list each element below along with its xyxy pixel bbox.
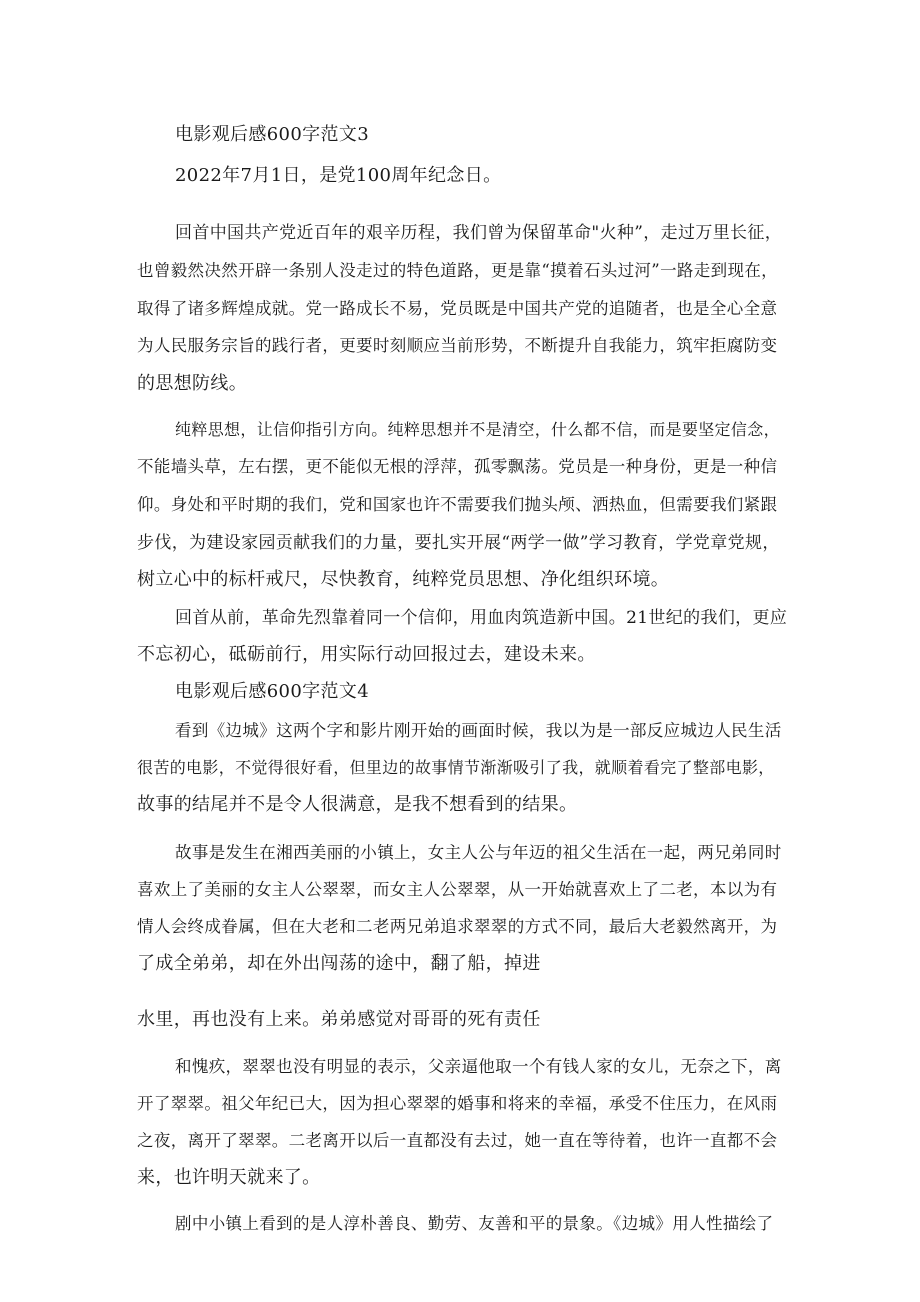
paragraph-line: 也曾毅然决然开辟一条别人没走过的特色道路，更是靠“摸着石头过河”一路走到现在，	[137, 261, 779, 280]
paragraph-line: 水里，再也没有上来。弟弟感觉对哥哥的死有责任	[137, 1009, 541, 1030]
paragraph-line: 为人民服务宗旨的践行者，更要时刻顺应当前形势，不断提升自我能力，筑牢拒腐防变	[137, 336, 778, 355]
paragraph-line: 的思想防线。	[137, 373, 248, 394]
paragraph-line: 了成全弟弟，却在外出闯荡的途中，翻了船，掉进	[137, 953, 541, 974]
paragraph-line: 开了翠翠。祖父年纪已大，因为担心翠翠的婚事和将来的幸福，承受不住压力，在风雨	[137, 1094, 778, 1113]
paragraph-line: 情人会终成眷属，但在大老和二老两兄弟追求翠翠的方式不同，最后大老毅然离开，为	[137, 917, 778, 936]
paragraph-line: 不忘初心，砥砺前行，用实际行动回报过去，建设未来。	[137, 644, 596, 665]
heading-essay-3: 电影观后感600字范文3	[175, 124, 370, 145]
paragraph-line: 回首从前，革命先烈靠着同一个信仰，用血肉筑造新中国。21世纪的我们，更应	[175, 608, 788, 628]
paragraph-line: 故事的结尾并不是令人很满意，是我不想看到的结果。	[137, 794, 578, 815]
paragraph-line: 仰。身处和平时期的我们，党和国家也许不需要我们抛头颅、洒热血，但需要我们紧跟	[137, 495, 778, 514]
date-line: 2022年7月1日，是党100周年纪念日。	[175, 165, 502, 186]
paragraph-line: 很苦的电影，不觉得很好看，但里边的故事情节渐渐吸引了我，就顺着看完了整部电影，	[137, 758, 775, 777]
paragraph-line: 喜欢上了美丽的女主人公翠翠，而女主人公翠翠，从一开始就喜欢上了二老，本以为有	[137, 880, 778, 899]
heading-essay-4: 电影观后感600字范文4	[175, 681, 370, 702]
paragraph-line: 步伐，为建设家园贡献我们的力量，要扎实开展“两学一做”学习教育，学党章党规，	[137, 533, 780, 553]
paragraph-line: 取得了诸多辉煌成就。党一路成长不易，党员既是中国共产党的追随者，也是全心全意	[137, 299, 778, 318]
paragraph-line: 故事是发生在湘西美丽的小镇上，女主人公与年迈的祖父生活在一起，两兄弟同时	[175, 843, 782, 862]
paragraph-line: 树立心中的标杆戒尺，尽快教育，纯粹党员思想、净化组织环境。	[137, 569, 670, 590]
paragraph-line: 纯粹思想，让信仰指引方向。纯粹思想并不是清空，什么都不信，而是要坚定信念，	[175, 420, 780, 439]
paragraph-line: 来，也许明天就来了。	[137, 1167, 321, 1188]
paragraph-line: 回首中国共产党近百年的艰辛历程，我们曾为保留革命"火种”，走过万里长征，	[175, 223, 783, 243]
paragraph-line: 之夜，离开了翠翠。二老离开以后一直都没有去过，她一直在等待着，也许一直都不会	[137, 1131, 778, 1150]
paragraph-line: 和愧疚，翠翠也没有明显的表示，父亲逼他取一个有钱人家的女儿，无奈之下，离	[175, 1057, 782, 1076]
paragraph-line: 不能墙头草，左右摆，更不能似无根的浮萍，孤零飘荡。党员是一种身份，更是一种信	[137, 457, 778, 476]
paragraph-line: 剧中小镇上看到的是人淳朴善良、勤劳、友善和平的景象。《边城》用人性描绘了	[175, 1214, 774, 1233]
paragraph-line: 看到《边城》这两个字和影片刚开始的画面时候，我以为是一部反应城边人民生活	[175, 721, 782, 740]
